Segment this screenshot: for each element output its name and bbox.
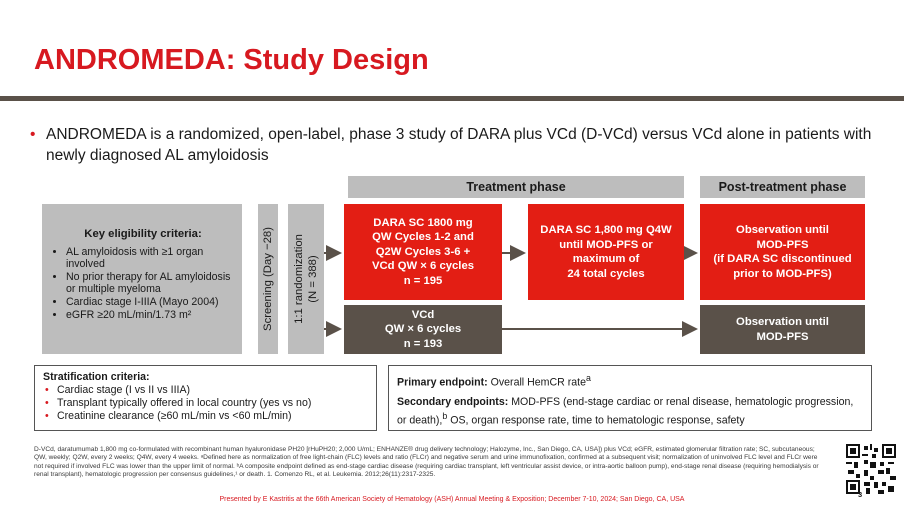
- primary-endpoint-text: Overall HemCR rate: [490, 376, 586, 389]
- dara-observation-box: [700, 204, 865, 300]
- dara-induction-box: [344, 204, 502, 300]
- secondary-endpoints: [397, 396, 863, 428]
- stratification-box: [34, 365, 377, 431]
- endpoints-box: [388, 365, 872, 431]
- screening-label: Screening (Day −28): [262, 227, 274, 331]
- randomization-line1: 1:1 randomization: [293, 234, 305, 324]
- vcd-observation-box: [700, 305, 865, 354]
- eligibility-heading: Key eligibility criteria:: [84, 228, 202, 240]
- bullet-dot: •: [30, 126, 36, 143]
- randomization-line2: (N = 388): [307, 255, 319, 303]
- vcd-observation-text: Observation until MOD-PFS: [736, 316, 829, 343]
- secondary-endpoints-text: MOD-PFS (end-stage cardiac or renal disease, hematologic progression, or death),: [397, 396, 854, 427]
- eligibility-item: • No prior therapy for AL amyloidosis or multiple myeloma: [66, 271, 234, 296]
- dara-maintenance-box: [528, 204, 684, 300]
- stratification-item: • Cardiac stage (I vs II vs IIIA): [57, 384, 368, 397]
- eligibility-item: • eGFR ≥20 mL/min/1.73 m²: [66, 309, 234, 322]
- vcd-text: VCd QW × 6 cycles n = 193: [384, 308, 462, 350]
- eligibility-item: • AL amyloidosis with ≥1 organ involved: [66, 246, 234, 271]
- dara-maintenance-text: DARA SC 1,800 mg Q4W until MOD-PFS or maximum of 24 total cycles: [540, 224, 672, 280]
- qr-code-icon: [846, 444, 896, 494]
- slide-title: ANDROMEDA: Study Design: [34, 44, 429, 76]
- stratification-heading: Stratification criteria:: [43, 371, 150, 383]
- presenter-credit: Presented by E Kastritis at the 66th American Society of Hematology (ASH) Annual Meeting & Exposition; December 7-10, 2024; San Diego, CA, USA: [219, 496, 685, 503]
- intro-bullet-text: ANDROMEDA is a randomized, open-label, phase 3 study of DARA plus VCd (D-VCd) versus VCd alone in patients with newly diagnosed AL amyloidosis: [46, 126, 872, 164]
- dara-observation-text: Observation until MOD-PFS (if DARA SC discontinued prior to MOD-PFS): [713, 224, 852, 280]
- primary-endpoint-label: Primary endpoint:: [397, 376, 488, 389]
- treatment-phase-header: Treatment phase: [348, 176, 684, 198]
- primary-endpoint-sup: a: [585, 373, 591, 383]
- secondary-endpoints-text2: OS, organ response rate, time to hematologic response, safety: [450, 414, 745, 427]
- post-treatment-phase-header: Post-treatment phase: [700, 176, 865, 198]
- primary-endpoint: [397, 372, 863, 390]
- footnote: D-VCd, daratumumab 1,800 mg co-formulated with recombinant human hyaluronidase PH20 [rHuPH20; 2,000 U/mL; ENHANZE® drug delivery technology; Halozyme, Inc., San Diego, CA, USA]) plus VCd; eGFR, estimated glomerular filtration rate; SC, subcutaneous; QW, weekly; Q2W, every 2 weeks; Q4W, every 4 weeks. ᵃDefined here as normalization of free light-chain (FLC) levels and ratio (FLCr) and negative serum and urine immunofixation, confirmed at a subsequent visit; normalization of uninvolved FLC level and FLCr were not required if involved FLC was lower than the upper limit of normal. ᵇA composite endpoint defined as end-stage cardiac disease (requiring cardiac transplant, left ventricular assist device, or intra-aortic balloon pump), end-stage renal disease (requiring hemodialysis or renal transplant), hematologic progression per consensus guidelines,¹ or death. 1. Comenzo RL, et al. Leukemia. 2012;26(11):2317-2325.: [34, 446, 819, 479]
- stratification-item: • Transplant typically offered in local country (yes vs no): [57, 397, 368, 410]
- page-number: 3: [858, 490, 863, 499]
- vcd-box: [344, 305, 502, 354]
- dara-induction-text: DARA SC 1800 mg QW Cycles 1-2 and Q2W Cycles 3-6 + VCd QW × 6 cycles n = 195: [371, 216, 475, 287]
- secondary-endpoints-sup: b: [442, 410, 448, 421]
- secondary-endpoints-label: Secondary endpoints:: [397, 396, 509, 409]
- eligibility-item: • Cardiac stage I-IIIA (Mayo 2004): [66, 296, 234, 309]
- stratification-item: • Creatinine clearance (≥60 mL/min vs <60 mL/min): [57, 410, 368, 423]
